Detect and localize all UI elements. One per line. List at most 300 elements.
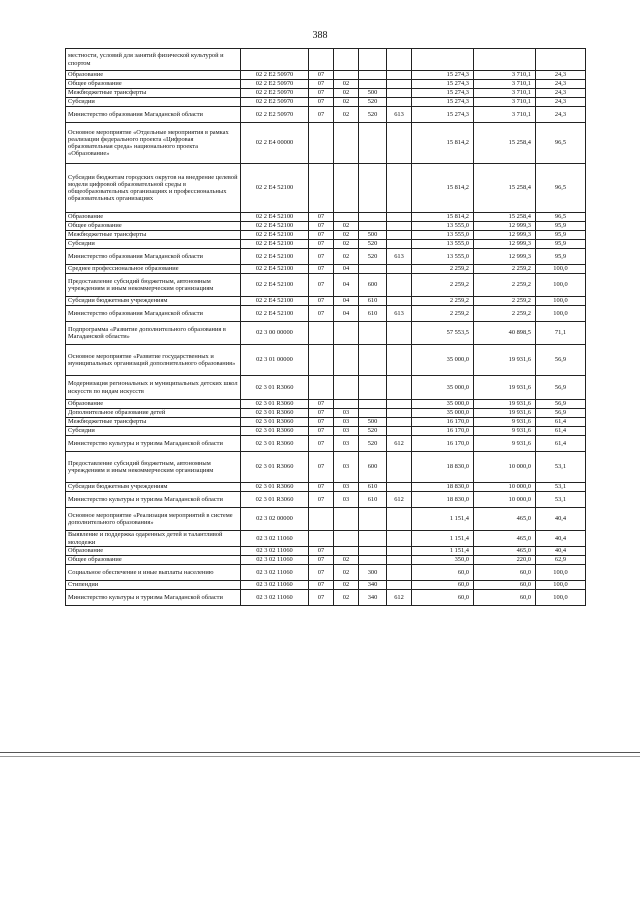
cell-actual-amount: 3 710,1 [474, 80, 536, 89]
cell-subsection: 02 [334, 107, 359, 123]
cell-subsection: 03 [334, 418, 359, 427]
cell-code: 02 3 00 00000 [241, 322, 309, 345]
cell-execution-percent: 56,9 [536, 409, 586, 418]
cell-code: 02 3 01 R3060 [241, 436, 309, 452]
cell-code: 02 3 01 R3060 [241, 452, 309, 483]
cell-subsection [334, 71, 359, 80]
table-row [66, 556, 586, 565]
cell-section: 07 [309, 231, 334, 240]
budget-table [65, 48, 586, 606]
cell-administrator [387, 222, 412, 231]
cell-subsection: 02 [334, 590, 359, 606]
cell-execution-percent: 24,3 [536, 71, 586, 80]
cell-expense-type: 520 [359, 107, 387, 123]
cell-code: 02 3 01 R3060 [241, 483, 309, 492]
cell-name: Субсидии бюджетным учреждениям [66, 297, 241, 306]
cell-administrator [387, 240, 412, 249]
cell-section [309, 345, 334, 376]
cell-name: Межбюджетные трансферты [66, 418, 241, 427]
cell-execution-percent: 56,9 [536, 376, 586, 400]
cell-execution-percent: 96,5 [536, 213, 586, 222]
cell-subsection [334, 531, 359, 547]
cell-planned-amount: 35 000,0 [412, 409, 474, 418]
cell-expense-type [359, 400, 387, 409]
cell-name: Образование [66, 213, 241, 222]
cell-execution-percent: 53,1 [536, 492, 586, 508]
cell-name: Министерство образования Магаданской области [66, 249, 241, 265]
cell-code: 02 2 Е4 00000 [241, 123, 309, 164]
table-row [66, 508, 586, 531]
cell-actual-amount: 3 710,1 [474, 71, 536, 80]
cell-administrator [387, 418, 412, 427]
cell-subsection [334, 322, 359, 345]
cell-section [309, 531, 334, 547]
cell-planned-amount: 2 259,2 [412, 297, 474, 306]
cell-actual-amount: 3 710,1 [474, 98, 536, 107]
cell-planned-amount: 16 170,0 [412, 418, 474, 427]
cell-expense-type: 610 [359, 297, 387, 306]
table-row [66, 427, 586, 436]
cell-section: 07 [309, 306, 334, 322]
cell-code: 02 3 01 R3060 [241, 427, 309, 436]
cell-administrator [387, 452, 412, 483]
cell-name: Социальное обеспечение и иные выплаты населению [66, 565, 241, 581]
cell-expense-type: 600 [359, 452, 387, 483]
cell-planned-amount: 15 814,2 [412, 164, 474, 213]
cell-subsection: 02 [334, 222, 359, 231]
table-row [66, 265, 586, 274]
cell-execution-percent: 96,5 [536, 164, 586, 213]
cell-administrator [387, 427, 412, 436]
cell-expense-type [359, 322, 387, 345]
cell-execution-percent: 61,4 [536, 427, 586, 436]
cell-administrator [387, 265, 412, 274]
cell-section: 07 [309, 80, 334, 89]
cell-name: Образование [66, 71, 241, 80]
table-row [66, 492, 586, 508]
page-number: 388 [312, 30, 328, 41]
cell-subsection: 03 [334, 409, 359, 418]
cell-code: 02 3 02 11060 [241, 531, 309, 547]
cell-subsection: 03 [334, 436, 359, 452]
cell-administrator [387, 80, 412, 89]
cell-name: Министерство культуры и туризма Магаданской области [66, 436, 241, 452]
cell-name: Основное мероприятие «Отдельные мероприятия в рамках реализации федерального проекта «Цифровая образовательная среда» национального проекта «Образование» [66, 123, 241, 164]
cell-section: 07 [309, 71, 334, 80]
cell-section: 07 [309, 265, 334, 274]
cell-planned-amount: 35 000,0 [412, 345, 474, 376]
cell-subsection: 02 [334, 231, 359, 240]
cell-name: Модернизация региональных и муниципальных детских школ искусств по видам искусств [66, 376, 241, 400]
cell-administrator [387, 376, 412, 400]
cell-name: Министерство культуры и туризма Магаданской области [66, 590, 241, 606]
cell-planned-amount: 1 151,4 [412, 547, 474, 556]
cell-planned-amount: 2 259,2 [412, 306, 474, 322]
table-row [66, 400, 586, 409]
cell-subsection: 03 [334, 427, 359, 436]
cell-expense-type: 520 [359, 98, 387, 107]
cell-code: 02 3 02 11060 [241, 581, 309, 590]
table-row [66, 274, 586, 297]
cell-expense-type [359, 531, 387, 547]
cell-expense-type: 520 [359, 240, 387, 249]
cell-actual-amount [474, 49, 536, 71]
cell-planned-amount: 60,0 [412, 581, 474, 590]
cell-code: 02 2 Е4 52100 [241, 249, 309, 265]
cell-subsection: 02 [334, 240, 359, 249]
cell-execution-percent [536, 49, 586, 71]
cell-name: Предоставление субсидий бюджетным, автономным учреждениям и иным некоммерческим организациям [66, 452, 241, 483]
cell-name: Среднее профессиональное образование [66, 265, 241, 274]
cell-expense-type [359, 71, 387, 80]
cell-section: 07 [309, 409, 334, 418]
cell-section: 07 [309, 418, 334, 427]
cell-code: 02 3 01 R3060 [241, 409, 309, 418]
cell-actual-amount: 2 259,2 [474, 274, 536, 297]
cell-name: Общее образование [66, 556, 241, 565]
cell-section: 07 [309, 274, 334, 297]
cell-execution-percent: 53,1 [536, 452, 586, 483]
cell-expense-type [359, 409, 387, 418]
cell-section: 07 [309, 556, 334, 565]
cell-planned-amount: 13 555,0 [412, 222, 474, 231]
cell-actual-amount: 2 259,2 [474, 306, 536, 322]
cell-administrator: 612 [387, 436, 412, 452]
cell-code: 02 2 Е2 50970 [241, 98, 309, 107]
cell-execution-percent: 100,0 [536, 565, 586, 581]
cell-planned-amount: 1 151,4 [412, 508, 474, 531]
cell-planned-amount: 13 555,0 [412, 240, 474, 249]
cell-administrator [387, 49, 412, 71]
cell-expense-type: 520 [359, 427, 387, 436]
cell-administrator [387, 547, 412, 556]
table-row [66, 376, 586, 400]
cell-actual-amount: 10 000,0 [474, 492, 536, 508]
cell-actual-amount: 19 931,6 [474, 376, 536, 400]
cell-expense-type: 610 [359, 492, 387, 508]
table-row [66, 565, 586, 581]
cell-code: 02 2 Е4 52100 [241, 306, 309, 322]
cell-code: 02 2 Е4 52100 [241, 274, 309, 297]
table-row [66, 213, 586, 222]
cell-section [309, 49, 334, 71]
table-row [66, 322, 586, 345]
cell-code: 02 2 Е4 52100 [241, 164, 309, 213]
cell-code: 02 2 Е4 52100 [241, 240, 309, 249]
cell-actual-amount: 9 931,6 [474, 427, 536, 436]
cell-expense-type [359, 376, 387, 400]
cell-administrator [387, 98, 412, 107]
cell-actual-amount: 465,0 [474, 531, 536, 547]
cell-code: 02 2 Е2 50970 [241, 71, 309, 80]
cell-section: 07 [309, 547, 334, 556]
cell-expense-type: 610 [359, 483, 387, 492]
cell-section [309, 164, 334, 213]
cell-expense-type [359, 222, 387, 231]
cell-section [309, 508, 334, 531]
cell-administrator [387, 231, 412, 240]
cell-expense-type [359, 547, 387, 556]
cell-execution-percent: 40,4 [536, 547, 586, 556]
cell-section: 07 [309, 436, 334, 452]
cell-code [241, 49, 309, 71]
cell-section: 07 [309, 427, 334, 436]
cell-code: 02 3 02 11060 [241, 547, 309, 556]
table-row [66, 49, 586, 71]
cell-actual-amount: 60,0 [474, 565, 536, 581]
cell-expense-type [359, 213, 387, 222]
cell-actual-amount: 12 999,3 [474, 222, 536, 231]
cell-execution-percent: 53,1 [536, 483, 586, 492]
cell-name: Предоставление субсидий бюджетным, автономным учреждениям и иным некоммерческим организациям [66, 274, 241, 297]
cell-subsection [334, 123, 359, 164]
cell-subsection [334, 213, 359, 222]
cell-administrator: 613 [387, 107, 412, 123]
cell-section: 07 [309, 213, 334, 222]
cell-section: 07 [309, 565, 334, 581]
cell-execution-percent: 100,0 [536, 297, 586, 306]
cell-expense-type [359, 49, 387, 71]
cell-name: Образование [66, 547, 241, 556]
cell-actual-amount: 60,0 [474, 590, 536, 606]
cell-subsection [334, 345, 359, 376]
cell-code: 02 3 02 11060 [241, 556, 309, 565]
cell-administrator [387, 274, 412, 297]
cell-planned-amount: 15 814,2 [412, 213, 474, 222]
cell-subsection: 02 [334, 98, 359, 107]
cell-expense-type [359, 556, 387, 565]
cell-name: Субсидии [66, 98, 241, 107]
cell-administrator: 613 [387, 249, 412, 265]
cell-actual-amount: 40 898,5 [474, 322, 536, 345]
cell-execution-percent: 96,5 [536, 123, 586, 164]
cell-administrator [387, 322, 412, 345]
cell-execution-percent: 95,9 [536, 231, 586, 240]
cell-execution-percent: 40,4 [536, 508, 586, 531]
cell-administrator: 612 [387, 590, 412, 606]
cell-subsection: 02 [334, 556, 359, 565]
cell-administrator [387, 123, 412, 164]
cell-planned-amount: 15 274,3 [412, 89, 474, 98]
cell-execution-percent: 62,9 [536, 556, 586, 565]
cell-name: Основное мероприятие «Развитие государственных и муниципальных организаций дополнительного образования» [66, 345, 241, 376]
cell-expense-type [359, 265, 387, 274]
cell-planned-amount: 57 553,5 [412, 322, 474, 345]
table-row [66, 590, 586, 606]
cell-name: Субсидии бюджетным учреждениям [66, 483, 241, 492]
cell-actual-amount: 12 999,3 [474, 240, 536, 249]
cell-administrator [387, 531, 412, 547]
cell-name: Образование [66, 400, 241, 409]
cell-planned-amount: 18 830,0 [412, 492, 474, 508]
table-row [66, 107, 586, 123]
cell-name: Межбюджетные трансферты [66, 89, 241, 98]
cell-execution-percent: 24,3 [536, 107, 586, 123]
cell-execution-percent: 61,4 [536, 436, 586, 452]
cell-planned-amount: 15 814,2 [412, 123, 474, 164]
cell-execution-percent: 24,3 [536, 98, 586, 107]
cell-subsection: 04 [334, 265, 359, 274]
cell-name: Основное мероприятие «Реализация мероприятий в системе дополнительного образования» [66, 508, 241, 531]
cell-execution-percent: 56,9 [536, 345, 586, 376]
table-row [66, 581, 586, 590]
cell-execution-percent: 95,9 [536, 249, 586, 265]
cell-execution-percent: 100,0 [536, 590, 586, 606]
cell-code: 02 2 Е4 52100 [241, 213, 309, 222]
table-row [66, 418, 586, 427]
cell-code: 02 2 Е4 52100 [241, 222, 309, 231]
cell-subsection [334, 400, 359, 409]
cell-actual-amount: 15 258,4 [474, 123, 536, 164]
cell-section: 07 [309, 249, 334, 265]
cell-planned-amount: 18 830,0 [412, 483, 474, 492]
table-row [66, 222, 586, 231]
cell-subsection: 03 [334, 452, 359, 483]
cell-code: 02 2 Е2 50970 [241, 89, 309, 98]
cell-planned-amount: 16 170,0 [412, 427, 474, 436]
cell-section: 07 [309, 107, 334, 123]
cell-name: Министерство образования Магаданской области [66, 306, 241, 322]
cell-actual-amount: 9 931,6 [474, 436, 536, 452]
cell-actual-amount: 2 259,2 [474, 265, 536, 274]
cell-name: Подпрограмма «Развитие дополнительного образования в Магаданской области» [66, 322, 241, 345]
footer-rule-secondary [0, 756, 640, 757]
cell-planned-amount: 2 259,2 [412, 265, 474, 274]
cell-name: Министерство культуры и туризма Магаданской области [66, 492, 241, 508]
cell-name: Субсидии [66, 427, 241, 436]
table-row [66, 345, 586, 376]
cell-expense-type [359, 123, 387, 164]
table-row [66, 98, 586, 107]
cell-subsection: 02 [334, 89, 359, 98]
table-row [66, 483, 586, 492]
cell-planned-amount: 15 274,3 [412, 80, 474, 89]
cell-expense-type: 340 [359, 590, 387, 606]
cell-expense-type: 300 [359, 565, 387, 581]
cell-section: 07 [309, 222, 334, 231]
cell-subsection [334, 376, 359, 400]
cell-section: 07 [309, 89, 334, 98]
table-row [66, 80, 586, 89]
cell-planned-amount: 15 274,3 [412, 71, 474, 80]
cell-execution-percent: 100,0 [536, 265, 586, 274]
cell-subsection: 03 [334, 492, 359, 508]
cell-planned-amount: 60,0 [412, 590, 474, 606]
cell-planned-amount: 13 555,0 [412, 231, 474, 240]
cell-execution-percent: 24,3 [536, 89, 586, 98]
cell-section: 07 [309, 240, 334, 249]
cell-expense-type [359, 164, 387, 213]
table-row [66, 436, 586, 452]
cell-subsection [334, 164, 359, 213]
table-row [66, 297, 586, 306]
cell-planned-amount: 16 170,0 [412, 436, 474, 452]
cell-code: 02 3 02 00000 [241, 508, 309, 531]
cell-code: 02 2 Е2 50970 [241, 107, 309, 123]
cell-subsection [334, 49, 359, 71]
cell-expense-type: 520 [359, 436, 387, 452]
cell-planned-amount: 35 000,0 [412, 400, 474, 409]
cell-code: 02 3 02 11060 [241, 590, 309, 606]
cell-code: 02 2 Е2 50970 [241, 80, 309, 89]
cell-execution-percent: 40,4 [536, 531, 586, 547]
cell-actual-amount: 3 710,1 [474, 107, 536, 123]
cell-administrator [387, 213, 412, 222]
cell-code: 02 3 01 R3060 [241, 418, 309, 427]
cell-actual-amount: 19 931,6 [474, 345, 536, 376]
table-row [66, 306, 586, 322]
cell-administrator [387, 508, 412, 531]
cell-subsection: 04 [334, 306, 359, 322]
cell-actual-amount: 15 258,4 [474, 164, 536, 213]
cell-name: Стипендии [66, 581, 241, 590]
cell-section: 07 [309, 98, 334, 107]
cell-name: Министерство образования Магаданской области [66, 107, 241, 123]
cell-name: Субсидии бюджетам городских округов на внедрение целевой модели цифровой образовательной среды в общеобразовательных организациях и профессиональных образовательных организациях [66, 164, 241, 213]
cell-name: Общее образование [66, 222, 241, 231]
cell-planned-amount: 18 830,0 [412, 452, 474, 483]
cell-execution-percent: 24,3 [536, 80, 586, 89]
cell-expense-type: 610 [359, 306, 387, 322]
cell-section: 07 [309, 483, 334, 492]
cell-actual-amount: 465,0 [474, 547, 536, 556]
cell-section: 07 [309, 297, 334, 306]
cell-section: 07 [309, 581, 334, 590]
cell-administrator [387, 89, 412, 98]
cell-administrator [387, 345, 412, 376]
cell-subsection: 02 [334, 249, 359, 265]
table-row [66, 71, 586, 80]
cell-expense-type [359, 508, 387, 531]
cell-planned-amount [412, 49, 474, 71]
cell-name: Межбюджетные трансферты [66, 231, 241, 240]
cell-subsection: 04 [334, 297, 359, 306]
cell-section [309, 322, 334, 345]
cell-administrator [387, 164, 412, 213]
cell-execution-percent: 100,0 [536, 306, 586, 322]
cell-planned-amount: 35 000,0 [412, 376, 474, 400]
cell-planned-amount: 15 274,3 [412, 107, 474, 123]
cell-code: 02 3 02 11060 [241, 565, 309, 581]
cell-execution-percent: 100,0 [536, 581, 586, 590]
cell-section [309, 123, 334, 164]
cell-planned-amount: 13 555,0 [412, 249, 474, 265]
cell-code: 02 3 01 R3060 [241, 400, 309, 409]
cell-code: 02 3 01 R3060 [241, 376, 309, 400]
cell-section: 07 [309, 492, 334, 508]
cell-planned-amount: 1 151,4 [412, 531, 474, 547]
cell-planned-amount: 15 274,3 [412, 98, 474, 107]
cell-subsection: 02 [334, 581, 359, 590]
cell-name: Субсидии [66, 240, 241, 249]
cell-execution-percent: 100,0 [536, 274, 586, 297]
cell-execution-percent: 61,4 [536, 418, 586, 427]
cell-actual-amount: 220,0 [474, 556, 536, 565]
cell-administrator: 612 [387, 492, 412, 508]
cell-actual-amount: 3 710,1 [474, 89, 536, 98]
cell-subsection [334, 508, 359, 531]
cell-administrator [387, 297, 412, 306]
cell-planned-amount: 2 259,2 [412, 274, 474, 297]
cell-name: Дополнительное образование детей [66, 409, 241, 418]
cell-execution-percent: 95,9 [536, 240, 586, 249]
cell-section: 07 [309, 400, 334, 409]
table-row [66, 123, 586, 164]
cell-code: 02 3 01 R3060 [241, 492, 309, 508]
cell-actual-amount: 10 000,0 [474, 452, 536, 483]
cell-administrator [387, 400, 412, 409]
cell-section [309, 376, 334, 400]
